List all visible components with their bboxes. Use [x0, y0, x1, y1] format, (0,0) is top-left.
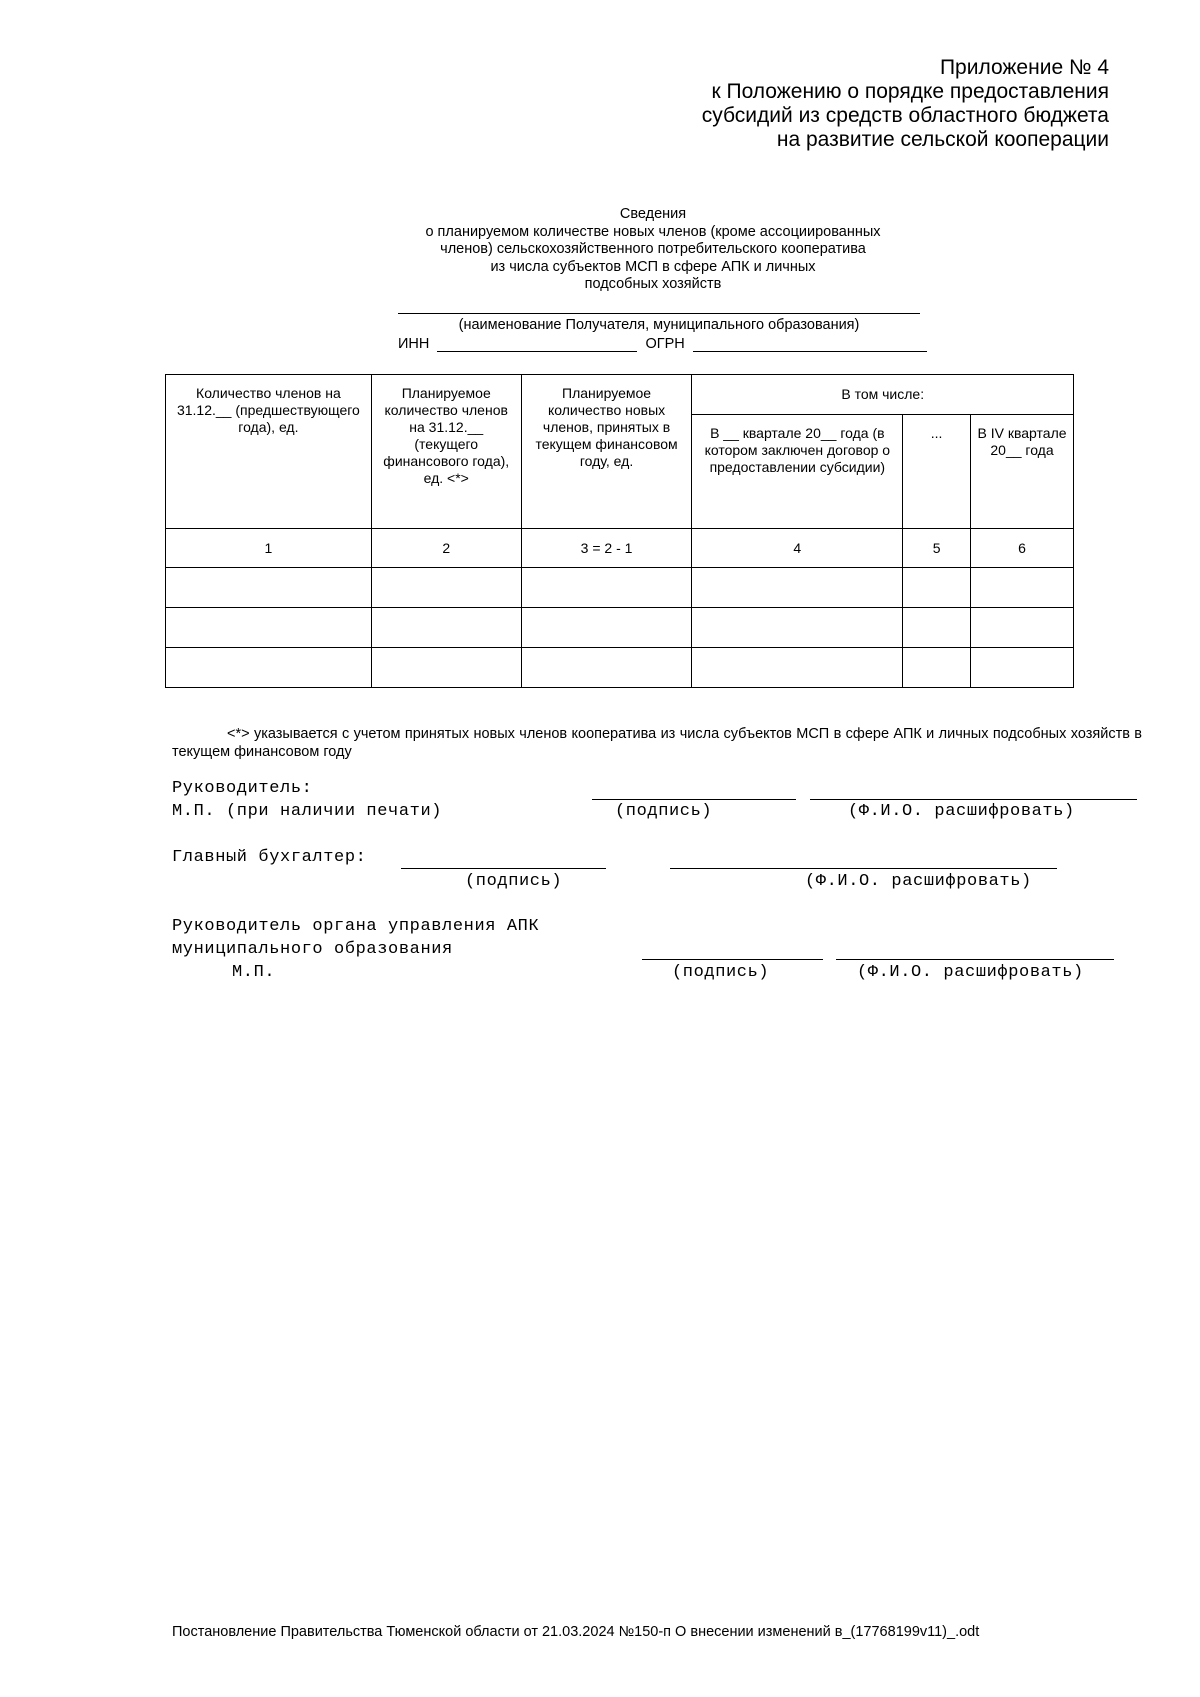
column-number: 6 [971, 529, 1074, 568]
table-cell[interactable] [971, 608, 1074, 648]
apk-fio-line[interactable] [836, 959, 1114, 960]
recipient-caption: (наименование Получателя, муниципального образования) [458, 317, 860, 333]
title-line: из числа субъектов МСП в сфере АПК и личных [490, 258, 816, 275]
accountant-signature-line[interactable] [401, 868, 606, 869]
document-footer: Постановление Правительства Тюменской области от 21.03.2024 №150-п О внесении изменений в_(17768199v11)_.odt [172, 1624, 980, 1640]
apk-head-label: Руководитель органа управления АПК [172, 917, 540, 936]
header-col1: Количество членов на 31.12.__ (предшествующего года), ед. [166, 375, 372, 529]
column-number: 2 [371, 529, 521, 568]
appendix-line: субсидий из средств областного бюджета [701, 104, 1109, 127]
head-signature-line[interactable] [592, 799, 796, 800]
header-col3: Планируемое количество новых членов, принятых в текущем финансовом году, ед. [521, 375, 692, 529]
appendix-line: к Положению о порядке предоставления [711, 80, 1109, 103]
recipient-name-field[interactable] [398, 313, 920, 314]
table-cell[interactable] [521, 568, 692, 608]
table-cell[interactable] [903, 568, 971, 608]
apk-stamp-label: М.П. [232, 963, 276, 982]
column-number: 4 [692, 529, 903, 568]
title-line: о планируемом количестве новых членов (кроме ассоциированных [425, 223, 881, 240]
accountant-fio-line[interactable] [670, 868, 1057, 869]
table-cell[interactable] [903, 608, 971, 648]
table-cell[interactable] [692, 568, 903, 608]
header-group: В том числе: [692, 375, 1074, 415]
header-col5: ... [903, 415, 971, 529]
table-cell[interactable] [971, 648, 1074, 688]
apk-municipality-label: муниципального образования [172, 940, 453, 959]
table-row [166, 648, 1074, 688]
title-line: Сведения [619, 206, 687, 222]
document-title [384, 206, 922, 294]
table-cell[interactable] [371, 648, 521, 688]
table-cell[interactable] [692, 608, 903, 648]
head-fio-line[interactable] [810, 799, 1137, 800]
inn-field[interactable] [437, 337, 637, 352]
column-number: 5 [903, 529, 971, 568]
header-col2: Планируемое количество членов на 31.12.__ (текущего финансового года), ед. <*> [371, 375, 521, 529]
appendix-header [702, 56, 1109, 152]
table-cell[interactable] [166, 568, 372, 608]
table-cell[interactable] [971, 568, 1074, 608]
accountant-label: Главный бухгалтер: [172, 848, 367, 867]
footnote [172, 725, 1142, 761]
table-cell[interactable] [166, 608, 372, 648]
table-cell[interactable] [692, 648, 903, 688]
header-col6: В IV квартале 20__ года [971, 415, 1074, 529]
table-cell[interactable] [371, 568, 521, 608]
accountant-fio-caption: (Ф.И.О. расшифровать) [805, 872, 1032, 891]
column-number: 1 [166, 529, 372, 568]
appendix-line: Приложение № 4 [939, 56, 1109, 79]
table-cell[interactable] [521, 608, 692, 648]
members-table [165, 374, 1074, 688]
table-cell[interactable] [903, 648, 971, 688]
head-label: Руководитель: [172, 779, 313, 798]
apk-signature-line[interactable] [642, 959, 823, 960]
table-cell[interactable] [521, 648, 692, 688]
stamp-label: М.П. (при наличии печати) [172, 802, 443, 821]
inn-label: ИНН [398, 336, 430, 352]
head-fio-caption: (Ф.И.О. расшифровать) [848, 802, 1075, 821]
ogrn-label: ОГРН [645, 336, 685, 352]
appendix-line: на развитие сельской кооперации [776, 128, 1109, 151]
head-signature-caption: (подпись) [615, 802, 713, 821]
table-row [166, 608, 1074, 648]
column-number: 3 = 2 - 1 [521, 529, 692, 568]
title-line: подсобных хозяйств [584, 276, 722, 292]
accountant-signature-caption: (подпись) [465, 872, 563, 891]
table-cell[interactable] [166, 648, 372, 688]
apk-fio-caption: (Ф.И.О. расшифровать) [857, 963, 1084, 982]
inn-ogrn-row [398, 336, 928, 356]
table-cell[interactable] [371, 608, 521, 648]
apk-signature-caption: (подпись) [672, 963, 770, 982]
ogrn-field[interactable] [693, 337, 927, 352]
title-line: членов) сельскохозяйственного потребительского кооператива [440, 241, 866, 257]
header-col4: В __ квартале 20__ года (в котором заключен договор о предоставлении субсидии) [692, 415, 903, 529]
column-numbers-row [166, 529, 1074, 568]
table-row [166, 568, 1074, 608]
footnote-text: <*> указывается с учетом принятых новых членов кооператива из числа субъектов МСП в сфере АПК и личных подсобных хозяйств в текущем финансовом году [172, 726, 1142, 760]
